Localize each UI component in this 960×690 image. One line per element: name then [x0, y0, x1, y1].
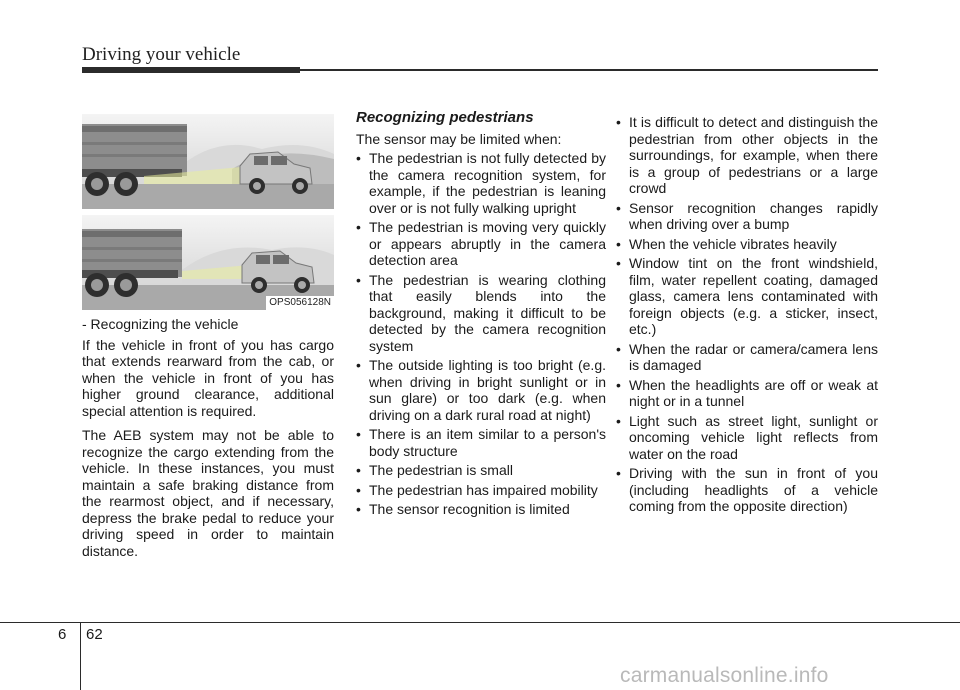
watermark: carmanualsonline.info — [620, 664, 829, 687]
list-item: • The pedestrian is moving very quickly or appears abruptly in the camera detection area — [356, 219, 606, 269]
truck-car-illustration-1 — [82, 114, 334, 209]
list-item: • There is an item similar to a person's body structure — [356, 426, 606, 459]
header-rule-thick — [82, 67, 300, 73]
sub-label: - Recognizing the vehicle — [82, 316, 239, 332]
list-item: • When the headlights are off or weak at night or in a tunnel — [616, 377, 878, 410]
list-item: • When the radar or camera/camera lens is damaged — [616, 341, 878, 374]
list-item: • When the vehicle vibrates heavily — [616, 236, 878, 253]
paragraph-aeb: The AEB system may not be able to recognize the cargo extending from the vehicle. In these instances, you must maintain a safe braking distance from the rearmost object, and if necessary, depress the brake pedal to reduce your driving speed in order to maintain distance. — [82, 427, 334, 559]
header-rule-thin — [300, 69, 878, 71]
figure-code: OPS056128N — [266, 296, 334, 310]
footer-rule — [0, 622, 960, 623]
list-item: • Driving with the sun in front of you (including headlights of a vehicle coming from the opposite direction) — [616, 465, 878, 515]
lead-text: The sensor may be limited when: — [356, 130, 562, 147]
illustration-truck-car-top — [82, 114, 334, 209]
illustration-figure — [82, 114, 334, 310]
list-item: • Light such as street light, sunlight or oncoming vehicle light reflects from water on the road — [616, 413, 878, 463]
paragraph-cargo: If the vehicle in front of you has cargo that extends rearward from the cab, or when the vehicle in front of you has higher ground clearance, additional special attention is required. — [82, 336, 334, 419]
chapter-number: 6 — [58, 626, 67, 643]
list-item: • The pedestrian is small — [356, 462, 606, 479]
list-item: • The sensor recognition is limited — [356, 501, 606, 518]
footer-divider — [80, 622, 81, 690]
list-item: • The outside lighting is too bright (e.g. when driving in bright sunlight or in sun glare) or too dark (e.g. when driving on a dark rural road at night) — [356, 357, 606, 423]
list-item: • The pedestrian has impaired mobility — [356, 482, 606, 499]
list-item: • The pedestrian is wearing clothing that easily blends into the background, making it difficult to be detected by the camera recognition system — [356, 272, 606, 355]
pedestrian-limitations-list — [356, 150, 606, 518]
list-item: • It is difficult to detect and distinguish the pedestrian from other objects in the surroundings, for example, when there is a group of pedestrians or a large crowd — [616, 114, 878, 197]
list-item: • The pedestrian is not fully detected by the camera recognition system, for example, if the pedestrian is leaning over or is not fully walking upright — [356, 150, 606, 216]
section-title: Driving your vehicle — [82, 44, 241, 65]
column-middle — [356, 110, 606, 521]
heading-recognizing-pedestrians: Recognizing pedestrians — [356, 109, 534, 126]
sensor-limitations-list — [616, 114, 878, 515]
column-right — [616, 114, 878, 518]
list-item: • Sensor recognition changes rapidly when driving over a bump — [616, 200, 878, 233]
column-left — [82, 114, 334, 567]
list-item: • Window tint on the front windshield, film, water repellent coating, damaged glass, camera lens contaminated with foreign objects (e.g. a sticker, insect, etc.) — [616, 255, 878, 338]
page-number: 62 — [86, 626, 103, 643]
